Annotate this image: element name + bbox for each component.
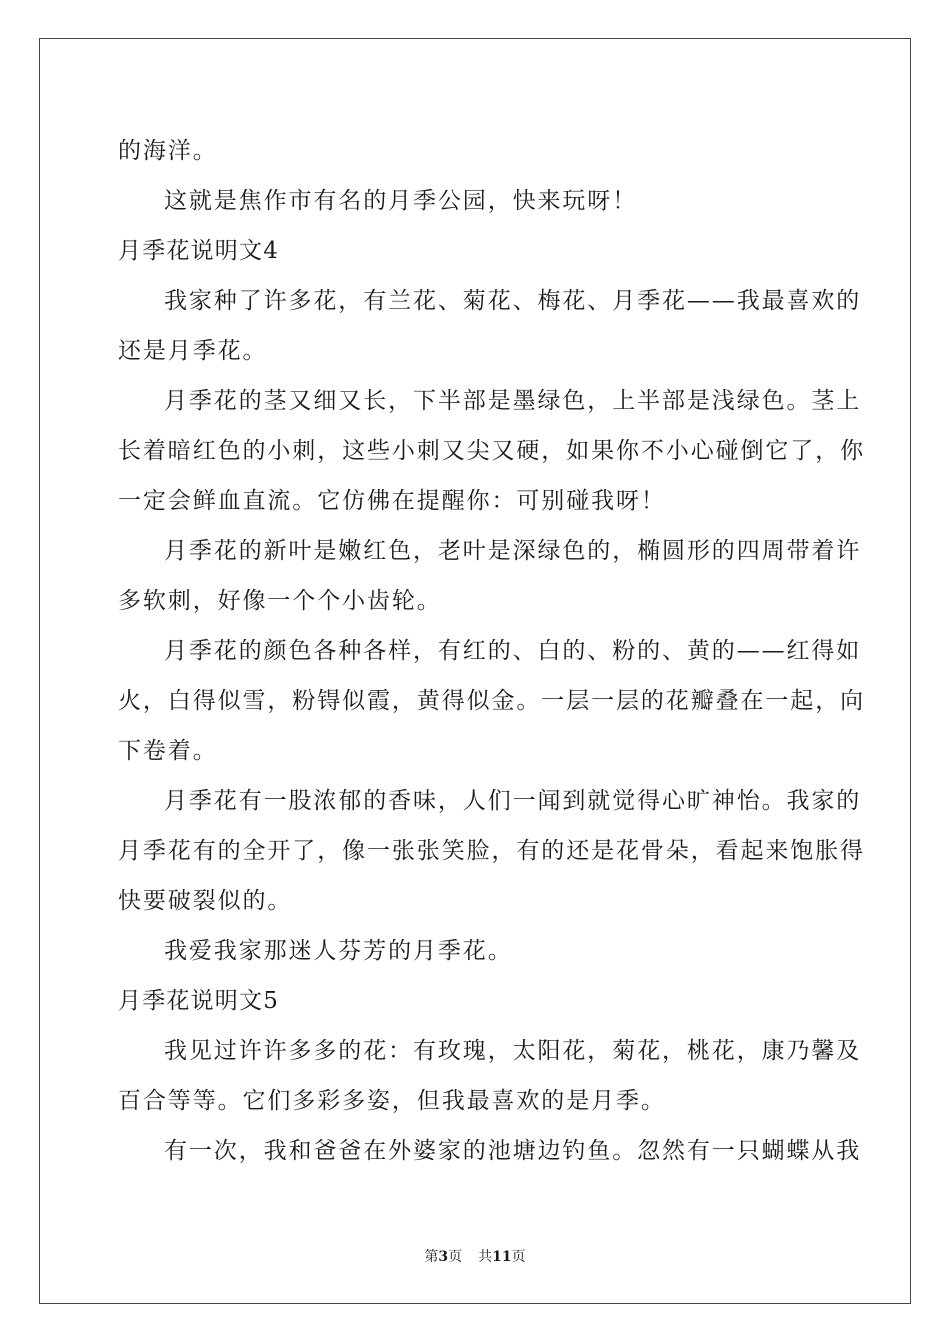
page-prefix: 第	[424, 1249, 439, 1265]
section-heading: 月季花说明文4	[118, 238, 280, 264]
section-heading: 月季花说明文5	[118, 988, 280, 1014]
text-line: 下卷着。	[118, 738, 218, 764]
text-line: 月季花的茎又细又长，下半部是墨绿色，上半部是浅绿色。茎上	[164, 388, 862, 414]
page-footer	[0, 1246, 950, 1266]
text-line: 快要破裂似的。	[118, 888, 293, 914]
total-pages: 11	[492, 1249, 512, 1265]
page-suffix: 页	[448, 1249, 463, 1265]
text-line: 还是月季花。	[118, 338, 268, 364]
text-line: 月季花的颜色各种各样，有红的、白的、粉的、黄的——红得如	[164, 638, 862, 664]
text-line: 多软刺，好像一个个小齿轮。	[118, 588, 442, 614]
text-line: 这就是焦作市有名的月季公园，快来玩呀！	[164, 188, 638, 214]
text-line: 我见过许许多多的花：有玫瑰，太阳花，菊花，桃花，康乃馨及	[164, 1038, 862, 1064]
text-line: 月季花有一股浓郁的香味，人们一闻到就觉得心旷神怡。我家的	[164, 788, 862, 814]
text-line: 月季花的新叶是嫩红色，老叶是深绿色的，椭圆形的四周带着许	[164, 538, 862, 564]
document-body	[118, 126, 865, 1176]
text-line: 长着暗红色的小刺，这些小刺又尖又硬，如果你不小心碰倒它了，你	[118, 438, 865, 464]
text-line: 我家种了许多花，有兰花、菊花、梅花、月季花——我最喜欢的	[164, 288, 862, 314]
page-number: 3	[438, 1249, 449, 1265]
text-line: 百合等等。它们多彩多姿，但我最喜欢的是月季。	[118, 1088, 666, 1114]
total-prefix: 共	[478, 1249, 493, 1265]
total-suffix: 页	[511, 1249, 526, 1265]
text-line: 火，白得似雪，粉锝似霞，黄得似金。一层一层的花瓣叠在一起，向	[118, 688, 865, 714]
text-line: 一定会鲜血直流。它仿佛在提醒你：可别碰我呀！	[118, 488, 666, 514]
text-line: 的海洋。	[118, 138, 218, 164]
text-line: 有一次，我和爸爸在外婆家的池塘边钓鱼。忽然有一只蝴蝶从我	[164, 1138, 862, 1164]
text-line: 我爱我家那迷人芬芳的月季花。	[164, 938, 513, 964]
text-line: 月季花有的全开了，像一张张笑脸，有的还是花骨朵，看起来饱胀得	[118, 838, 865, 864]
